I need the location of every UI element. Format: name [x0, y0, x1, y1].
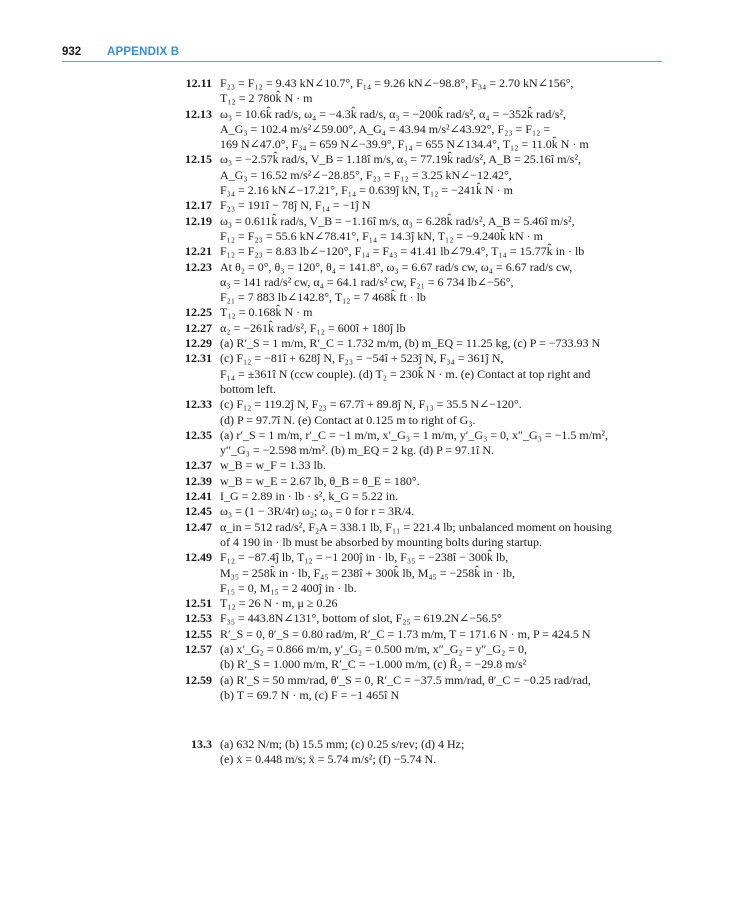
- answer-text-line: T₁₂ = 0.168k̂ N · m: [220, 305, 313, 320]
- answer-text-line: (e) ẋ = 0.448 m/s; ẍ = 5.74 m/s²; (f) −5.74 N.: [220, 752, 437, 767]
- page-number: 932: [62, 46, 82, 58]
- answer-text-line: T₁₂ = 26 N · m, μ ≥ 0.26: [220, 596, 338, 611]
- header-rule: [62, 61, 662, 62]
- answer-entry: [168, 673, 668, 704]
- answer-text-line: (b) R′_S = 1.000 m/m, R′_C = −1.000 m/m, (c) R̈₂ = −29.8 m/s²: [220, 657, 527, 672]
- answer-text-line: M₃₅ = 258k̂ in · lb, F₄₅ = 238î + 300k̂ lb, M₄₅ = −258k̂ in · lb,: [220, 565, 515, 580]
- answer-number: 12.21: [185, 244, 212, 259]
- answer-number: 12.23: [185, 259, 212, 274]
- answer-text-line: F₂₃ = F₁₂ = 9.43 kN∠10.7°, F₁₄ = 9.26 kN∠−98.8°, F₃₄ = 2.70 kN∠156°,: [220, 76, 574, 90]
- answer-text-line: F₂₁ = 7 883 lb∠142.8°, T₁₂ = 7 468k̂ ft · lb: [220, 290, 426, 305]
- answer-text-line: bottom left.: [220, 381, 276, 396]
- answer-text-line: F₁₂ = F₂₃ = 55.6 kN∠78.41°, F₁₄ = 14.3ĵ kN, T₁₂ = −9.240k̂ kN · m: [220, 228, 543, 243]
- answer-text-line: F₁₄ = ±361î N (ccw couple). (d) T₂ = 230k̂ N · m. (e) Contact at top right and: [220, 366, 591, 381]
- answer-number: 13.3: [191, 737, 212, 752]
- answer-entry: [168, 198, 668, 213]
- answer-entry: [168, 474, 668, 489]
- answer-number: 12.55: [185, 626, 212, 641]
- answer-number: 12.53: [185, 611, 212, 626]
- answer-entry: [168, 397, 668, 428]
- answer-entry: [168, 214, 668, 245]
- answer-entry: [168, 642, 668, 673]
- answer-number: 12.35: [185, 427, 212, 442]
- answer-text-line: T₁₂ = 2 780k̂ N · m: [220, 91, 313, 106]
- answer-entry: [168, 504, 668, 519]
- answer-text-line: (b) T = 69.7 N · m, (c) F = −1 465î N: [220, 687, 400, 702]
- answer-text-line: ω₃ = 10.6k̂ rad/s, ω₄ = −4.3k̂ rad/s, α₃ = −200k̂ rad/s², α₄ = −352k̂ rad/s²,: [220, 106, 566, 121]
- answer-text-line: R′_S = 0, θ′_S = 0.80 rad/m, R′_C = 1.73 m/m, T = 171.6 N · m, P = 424.5 N: [220, 626, 591, 641]
- answer-entry: [168, 260, 668, 306]
- answer-text-line: (d) P = 97.7î N. (e) Contact at 0.125 m to right of G₃.: [220, 412, 476, 427]
- answer-entry: [168, 76, 668, 107]
- answer-entry: [168, 152, 668, 198]
- answer-entry: [168, 336, 668, 351]
- answer-number: 12.27: [185, 320, 212, 335]
- answer-entry: [168, 550, 668, 596]
- answer-number: 12.17: [185, 198, 212, 213]
- answer-entry: [168, 520, 668, 551]
- answer-text-line: ω₃ = 0.611k̂ rad/s, V_B = −1.16î m/s, α₃ = 6.28k̂ rad/s², A_B = 5.46î m/s²,: [220, 213, 575, 228]
- answer-number: 12.47: [185, 519, 212, 534]
- answer-number: 12.37: [185, 458, 212, 473]
- answer-text-line: F₂₃ = 191î − 78ĵ N, F₁₄ = −1ĵ N: [220, 198, 371, 213]
- answer-number: 12.41: [185, 489, 212, 504]
- answer-text-line: w_B = w_F = 1.33 lb.: [220, 458, 326, 473]
- answer-text-line: (a) R′_S = 50 mm/rad, θ′_S = 0, R′_C = −37.5 mm/rad, θ′_C = −0.25 rad/rad,: [220, 672, 591, 687]
- answer-text-line: F₃₄ = 2.16 kN∠−17.21°, F₁₄ = 0.639ĵ kN, T₁₂ = −241k̂ N · m: [220, 183, 513, 198]
- answer-number: 12.11: [185, 76, 212, 90]
- answer-list: [168, 76, 668, 768]
- answer-number: 12.25: [185, 305, 212, 320]
- answer-number: 12.13: [185, 106, 212, 121]
- answer-number: 12.33: [185, 397, 212, 412]
- answer-entry: [168, 107, 668, 153]
- answer-entry: [168, 305, 668, 320]
- answer-text-line: y″_G₃ = −2.598 m/m². (b) m_EQ = 2 kg. (d) P = 97.1î N.: [220, 443, 495, 458]
- answer-text-line: (a) r′_S = 1 m/m, r′_C = −1 m/m, x′_G₃ = 1 m/m, y′_G₃ = 0, x″_G₃ = −1.5 m/m²,: [220, 427, 609, 442]
- answer-text-line: w_B = w_E = 2.67 lb, θ_B = θ_E = 180°.: [220, 473, 420, 488]
- answer-number: 12.19: [185, 213, 212, 228]
- answer-entry: [168, 489, 668, 504]
- answer-text-line: of 4 190 in · lb must be absorbed by mounting bolts during startup.: [220, 534, 542, 549]
- answer-text-line: (c) F₁₂ = −81î + 628ĵ N, F₂₃ = −54î + 523ĵ N, F₃₄ = 361ĵ N,: [220, 351, 504, 366]
- answer-number: 12.45: [185, 504, 212, 519]
- appendix-title: APPENDIX B: [107, 46, 180, 58]
- answer-text-line: F₁₂ = F₂₃ = 8.83 lb∠−120°, F₁₄ = F₄₃ = 41.41 lb∠79.4°, T₁₄ = 15.77k̂ in · lb: [220, 244, 585, 259]
- answer-entry: [168, 321, 668, 336]
- answer-text-line: F₁₂ = −87.4ĵ lb, T₁₂ = −1 200ĵ in · lb, F₃₅ = −238î − 300k̂ lb,: [220, 550, 509, 565]
- answer-entry: [168, 458, 668, 473]
- answer-text-line: A_G₃ = 16.52 m/s²∠−28.85°, F₂₃ = F₁₂ = 3.25 kN∠−12.42°,: [220, 167, 512, 182]
- answer-number: 12.57: [185, 641, 212, 656]
- answer-entry: [168, 737, 668, 768]
- answer-text-line: α_in = 512 rad/s², F₂A = 338.1 lb, F₁₁ = 221.4 lb; unbalanced moment on housing: [220, 519, 612, 534]
- answer-number: 12.15: [185, 152, 212, 167]
- answer-number: 12.51: [185, 596, 212, 611]
- answer-text-line: (c) F₁₂ = 119.2ĵ N, F₂₃ = 67.7î + 89.8ĵ N, F₁₃ = 35.5 N∠−120°.: [220, 397, 522, 412]
- answer-entry: [168, 351, 668, 397]
- answer-entry: [168, 244, 668, 259]
- answer-text-line: At θ₂ = 0°, θ₃ = 120°, θ₄ = 141.8°, ω₃ = 6.67 rad/s cw, ω₄ = 6.67 rad/s cw,: [220, 259, 573, 274]
- answer-entry: [168, 627, 668, 642]
- answer-number: 12.49: [185, 550, 212, 565]
- answer-text-line: 169 N∠47.0°, F₃₄ = 659 N∠−39.9°, F₁₄ = 655 N∠134.4°, T₁₂ = 11.0k̂ N · m: [220, 137, 589, 152]
- answer-entry: [168, 428, 668, 459]
- answer-number: 12.39: [185, 473, 212, 488]
- answer-text-line: (a) R′_S = 1 m/m, R′_C = 1.732 m/m, (b) m_EQ = 11.25 kg, (c) P = −733.93 N: [220, 336, 601, 351]
- answer-text-line: α₂ = −261k̂ rad/s², F₁₂ = 600î + 180ĵ lb: [220, 320, 406, 335]
- answer-text-line: ω₃ = −2.57k̂ rad/s, V_B = 1.18î m/s, α₃ = 77.19k̂ rad/s², A_B = 25.16î m/s²,: [220, 152, 582, 167]
- answer-number: 12.29: [185, 336, 212, 351]
- answer-text-line: A_G₃ = 102.4 m/s²∠59.00°, A_G₄ = 43.94 m/s²∠43.92°, F₂₃ = F₁₂ =: [220, 121, 551, 136]
- answer-text-line: (a) 632 N/m; (b) 15.5 mm; (c) 0.25 s/rev; (d) 4 Hz;: [220, 737, 465, 752]
- answer-entry: [168, 596, 668, 611]
- answer-text-line: (a) x′_G₂ = 0.866 m/m, y′_G₂ = 0.500 m/m, x″_G₂ = y″_G₂ = 0,: [220, 641, 528, 656]
- answer-text-line: F₁₅ = 0, M₁₅ = 2 400ĵ in · lb.: [220, 580, 357, 595]
- answer-text-line: F₃₅ = 443.8N∠131°, bottom of slot, F₂₅ = 619.2N∠−56.5°: [220, 611, 502, 626]
- answer-entry: [168, 611, 668, 626]
- answer-number: 12.31: [185, 351, 212, 366]
- answer-text-line: ω₃ = (1 − 3R/4r) ω₂; ω₃ = 0 for r = 3R/4.: [220, 504, 415, 519]
- answer-number: 12.59: [185, 672, 212, 687]
- answer-text-line: I_G = 2.89 in · lb · s², k_G = 5.22 in.: [220, 489, 399, 504]
- answer-text-line: α₃ = 141 rad/s² cw, α₄ = 64.1 rad/s² cw, F₂₁ = 6 734 lb∠−56°,: [220, 274, 514, 289]
